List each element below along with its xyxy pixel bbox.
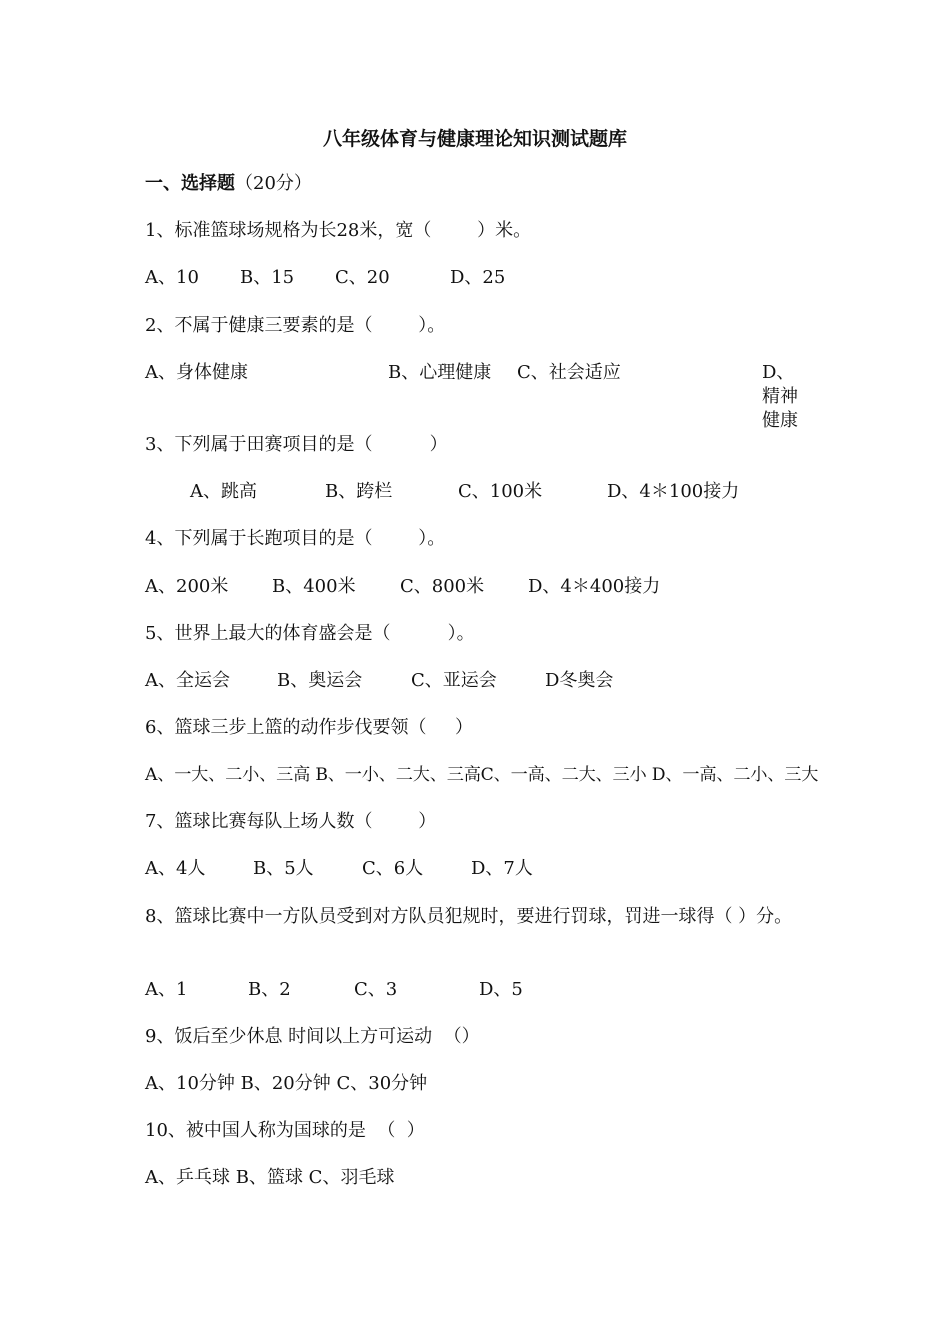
question-8-stem: 8、篮球比赛中一方队员受到对方队员犯规时，要进行罚球，罚进一球得（ ）分。: [145, 906, 793, 927]
question-10-stem: 10、被中国人称为国球的是 （ ）: [145, 1120, 425, 1141]
question-1-option-b: B、15: [240, 267, 295, 288]
question-3-stem: 3、下列属于田赛项目的是（ ）: [145, 434, 448, 455]
question-2-option-a: A、身体健康: [145, 362, 248, 383]
question-3-option-b: B、跨栏: [325, 481, 393, 502]
question-1-option-d: D、25: [450, 267, 506, 288]
question-7-option-a: A、4人: [145, 858, 206, 879]
question-7-option-c: C、6人: [362, 858, 424, 879]
question-10-options: A、乒乓球 B、篮球 C、羽毛球: [145, 1167, 395, 1188]
question-3-option-a: A、跳高: [190, 481, 257, 502]
section-score: （20分）: [235, 173, 312, 194]
section-heading: [145, 172, 312, 196]
question-4-stem: 4、下列属于长跑项目的是（ ）。: [145, 528, 446, 549]
question-2-option-b: B、心理健康: [388, 362, 492, 383]
question-4-option-d: D、4＊400接力: [528, 576, 661, 597]
section-label: 一、选择题: [145, 173, 235, 194]
question-9-options: A、10分钟 B、20分钟 C、30分钟: [145, 1073, 428, 1094]
question-2-option-c: C、社会适应: [517, 362, 621, 383]
question-2-stem: 2、不属于健康三要素的是（ ）。: [145, 315, 446, 336]
question-4-option-b: B、400米: [272, 576, 356, 597]
question-7-option-d: D、7人: [471, 858, 533, 879]
question-3-option-c: C、100米: [458, 481, 543, 502]
question-1-stem: 1、标准篮球场规格为长28米，宽（ ）米。: [145, 220, 532, 241]
question-1-option-a: A、10: [145, 267, 199, 288]
question-8-option-d: D、5: [479, 979, 523, 1000]
question-8-option-c: C、3: [354, 979, 398, 1000]
question-1-option-c: C、20: [335, 267, 390, 288]
question-7-stem: 7、篮球比赛每队上场人数（ ）: [145, 811, 437, 832]
question-6-stem: 6、篮球三步上篮的动作步伐要领（ ）: [145, 717, 474, 738]
question-4-option-c: C、800米: [400, 576, 485, 597]
question-5-stem: 5、世界上最大的体育盛会是（ ）。: [145, 623, 475, 644]
question-3-option-d: D、4＊100接力: [607, 481, 740, 502]
question-9-stem: 9、饭后至少休息 时间以上方可运动 （）: [145, 1026, 480, 1047]
question-2-option-d: [762, 361, 808, 433]
question-5-option-d: D冬奥会: [545, 670, 614, 691]
question-8-option-b: B、2: [248, 979, 291, 1000]
question-8-option-a: A、1: [145, 979, 188, 1000]
question-5-option-b: B、奥运会: [277, 670, 363, 691]
question-5-option-a: A、全运会: [145, 670, 230, 691]
question-7-option-b: B、5人: [253, 858, 314, 879]
question-5-option-c: C、亚运会: [411, 670, 497, 691]
question-2-option-d-text: D、精神健康: [762, 362, 798, 431]
question-4-option-a: A、200米: [145, 576, 229, 597]
page-title: 八年级体育与健康理论知识测试题库: [322, 128, 627, 150]
question-6-options: A、一大、二小、三高 B、一小、二大、三高C、一高、二大、三小 D、一高、二小、三大: [145, 765, 819, 785]
